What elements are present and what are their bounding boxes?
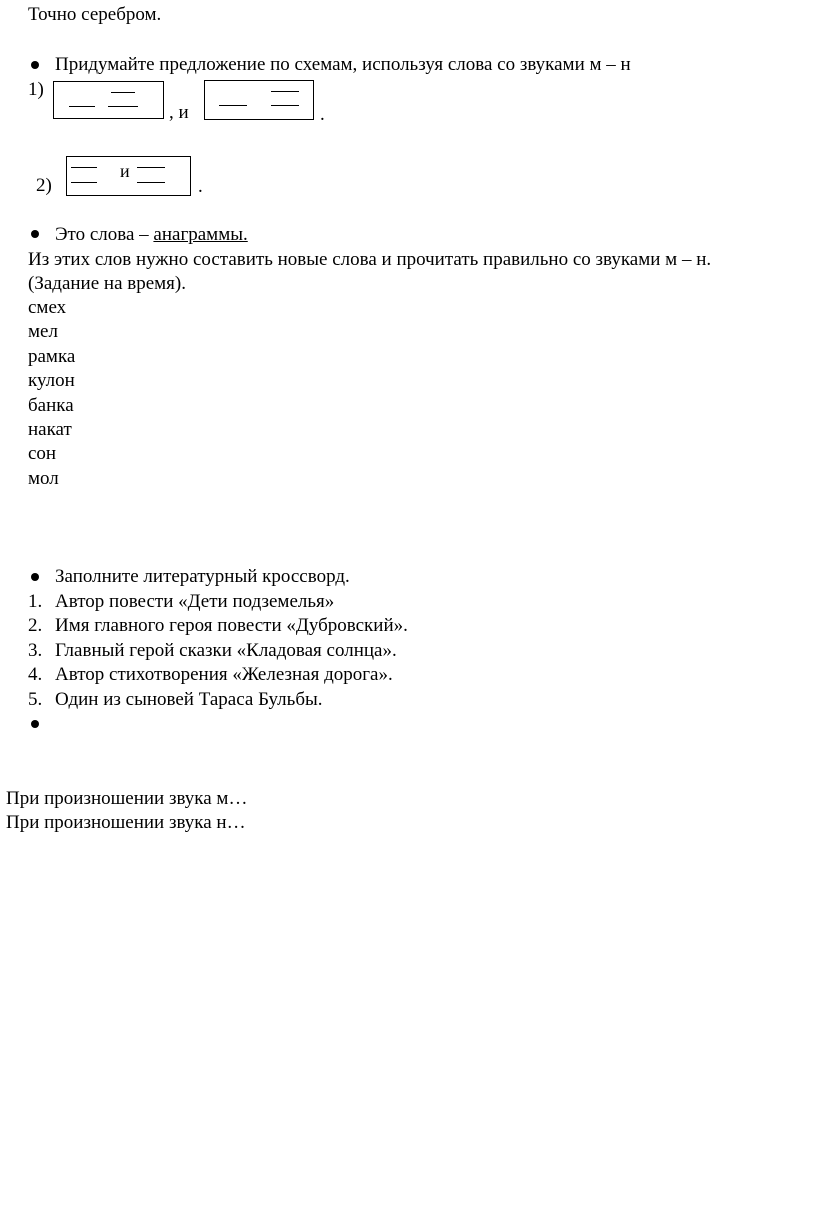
scheme2-end: . [198, 176, 203, 197]
anagram-word: мол [28, 468, 59, 489]
word-slot-line [71, 182, 97, 183]
word-slot-line [137, 182, 165, 183]
scheme2-inner-word: и [120, 161, 130, 181]
task1-instruction: Придумайте предложение по схемам, используя слова со звуками м – н [55, 54, 631, 75]
anagram-word: рамка [28, 346, 76, 367]
word-slot-line [271, 105, 299, 106]
anagram-word: сон [28, 443, 57, 464]
word-slot-line [71, 167, 97, 168]
anagram-word: кулон [28, 370, 75, 391]
crossword-item-number: 5. [28, 689, 43, 710]
anagram-word: смех [28, 297, 67, 318]
footer-line-m: При произношении звука м… [6, 788, 248, 809]
task3-instruction: Заполните литературный кроссворд. [55, 566, 350, 587]
task2-note: (Задание на время). [28, 273, 186, 294]
bullet-icon [31, 720, 39, 728]
crossword-item-text: Главный герой сказки «Кладовая солнца». [55, 640, 397, 661]
crossword-item-number: 1. [28, 591, 43, 612]
crossword-item-number: 3. [28, 640, 43, 661]
anagram-word: мел [28, 321, 58, 342]
anagram-word: банка [28, 395, 74, 416]
scheme1-joiner: , и [169, 102, 189, 123]
word-slot-line [271, 91, 299, 92]
crossword-item-number: 4. [28, 664, 43, 685]
intro-line: Точно серебром. [28, 4, 162, 25]
bullet-icon [31, 573, 39, 581]
crossword-item-text: Имя главного героя повести «Дубровский». [55, 615, 408, 636]
crossword-item-text: Автор повести «Дети подземелья» [55, 591, 335, 612]
crossword-item-text: Автор стихотворения «Железная дорога». [55, 664, 393, 685]
task2-lead-line [55, 224, 248, 246]
scheme1-number: 1) [28, 79, 44, 100]
scheme2-number: 2) [36, 175, 52, 196]
scheme1-box-2 [204, 80, 314, 120]
scheme2-box [66, 156, 191, 196]
bullet-icon [31, 61, 39, 69]
crossword-item-number: 2. [28, 615, 43, 636]
word-slot-line [219, 105, 247, 106]
anagram-word: накат [28, 419, 72, 440]
word-slot-line [137, 167, 165, 168]
footer-line-n: При произношении звука н… [6, 812, 246, 833]
bullet-icon [31, 230, 39, 238]
word-slot-line [108, 106, 138, 107]
anagram-term: анаграммы. [153, 224, 248, 245]
task2-lead: Это слова – [55, 224, 154, 245]
word-slot-line [111, 92, 135, 93]
task2-instruction: Из этих слов нужно составить новые слова и прочитать правильно со звуками м – н. [28, 249, 712, 270]
word-slot-line [69, 106, 95, 107]
scheme1-end: . [320, 104, 325, 125]
crossword-item-text: Один из сыновей Тараса Бульбы. [55, 689, 323, 710]
scheme1-box-1 [53, 81, 164, 119]
